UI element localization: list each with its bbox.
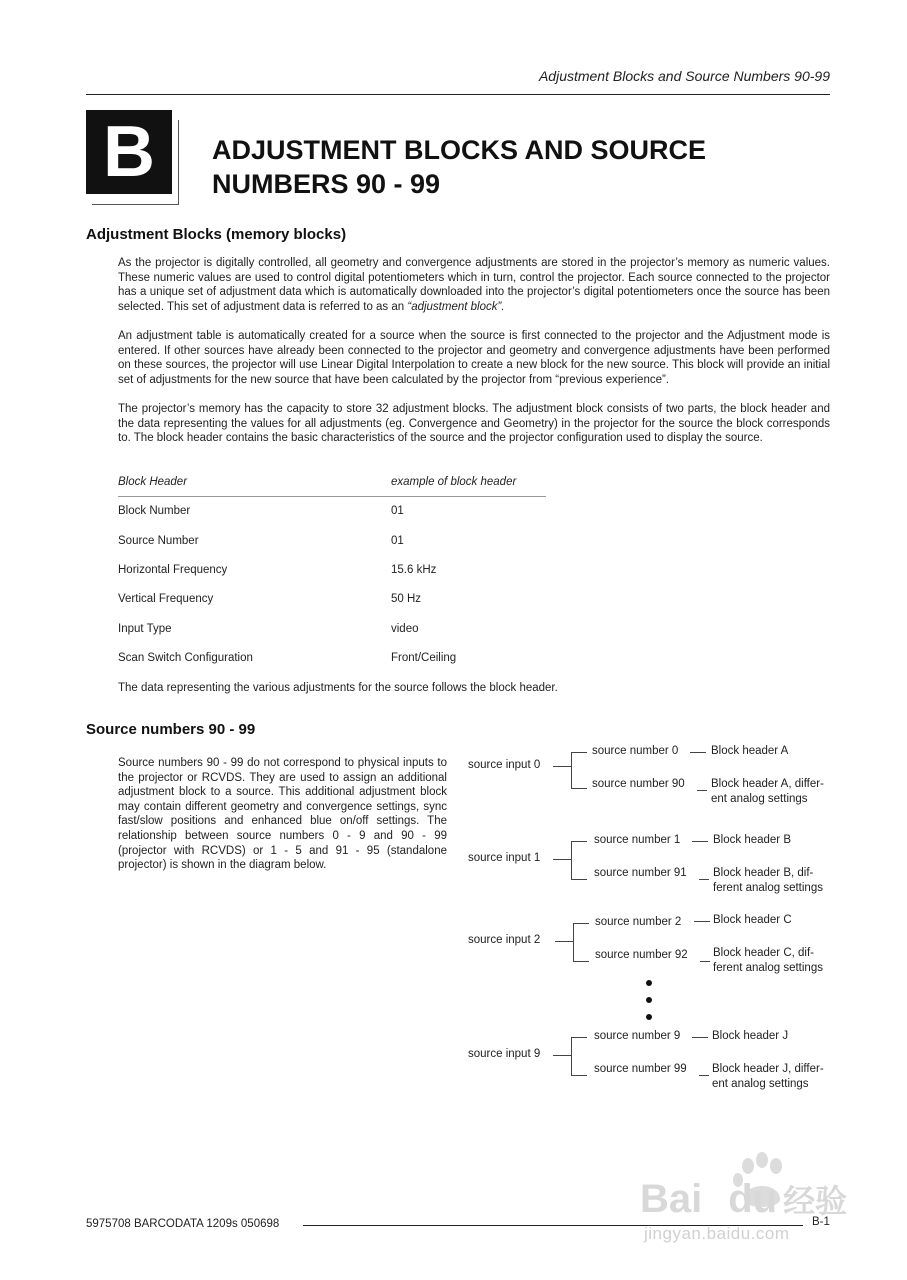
diagram-connector (571, 841, 572, 879)
table-row-label: Block Number (118, 505, 191, 517)
watermark-brand-du: du (728, 1177, 778, 1221)
table-header-example: example of block header (391, 476, 517, 488)
paragraph-2: An adjustment table is automatically created for a source when the source is first connected to the projector and the Adjustment mode is entered. If other sources have already been connected to the projector and geometry and convergence adjustments have been performed on these sources, the projector will use Linear Digital Interpolation to create a new block for the new source. This block will provide an initial set of adjustments for the new source that have been calculated by the projector from “previous experience”. (118, 330, 830, 386)
diagram-block-header-line-2: ent analog settings (712, 1078, 809, 1090)
diagram-source-number: source number 92 (595, 949, 688, 961)
diagram-block-header-line-2: ferent analog settings (713, 882, 823, 894)
diagram-source-input: source input 0 (468, 759, 541, 771)
watermark-cn: 经验 (783, 1183, 848, 1219)
baidu-watermark (640, 1150, 870, 1250)
diagram-source-input: source input 1 (468, 852, 541, 864)
diagram-connector (573, 923, 574, 961)
diagram-source-number: source number 1 (594, 834, 681, 846)
diagram-connector (571, 788, 587, 789)
diagram-connector (571, 841, 587, 842)
diagram-connector (571, 1037, 587, 1038)
diagram-block-header-line-1: Block header B, dif- (713, 867, 814, 879)
diagram-source-number: source number 2 (595, 916, 682, 928)
diagram-connector (553, 859, 571, 860)
diagram-connector (571, 1037, 572, 1075)
table-row-value: video (391, 623, 419, 635)
diagram-source-number: source number 9 (594, 1030, 681, 1042)
header-rule (86, 94, 830, 95)
watermark-brand: Bai (640, 1177, 703, 1221)
watermark-url: jingyan.baidu.com (644, 1224, 790, 1243)
source-numbers-description: Source numbers 90 - 99 do not correspond to physical inputs to the projector or RCVDS. They are used to assign an additional adjustment block to a source. This additional adjustment block may contain different geometry and convergence settings, sync fast/slow positions and enhanced blue on/off settings. The relationship between source numbers 0 - 9 and 90 - 99 (projector with RCVDS) or 1 - 5 and 91 - 95 (standalone projector) is shown in the diagram below. (118, 757, 447, 872)
table-row-value: 50 Hz (391, 593, 422, 605)
ellipsis-dot (646, 980, 652, 986)
ellipsis-dot (646, 1014, 652, 1020)
diagram-connector (571, 879, 587, 880)
paragraph-3: The projector’s memory has the capacity to store 32 adjustment blocks. The adjustment block consists of two parts, the block header and the data representing the values for all adjustments (eg. Convergence and Geometry) in the projector for the source the block corresponds to. The block header contains the basic characteristics of the source and the projector configuration used to display the source. (118, 403, 830, 445)
chapter-letter-box: B (86, 110, 172, 194)
diagram-connector (573, 923, 589, 924)
chapter-title-line-2: NUMBERS 90 - 99 (212, 169, 441, 199)
diagram-block-header-line-2: ent analog settings (711, 793, 808, 805)
chapter-title-line-1: ADJUSTMENT BLOCKS AND SOURCE (212, 135, 707, 165)
diagram-source-number: source number 90 (592, 778, 685, 790)
footer-document-code: 5975708 BARCODATA 1209s 050698 (86, 1218, 280, 1230)
diagram-block-header: Block header J (712, 1030, 789, 1042)
diagram-connector (571, 752, 587, 753)
table-row-label: Horizontal Frequency (118, 564, 228, 576)
diagram-connector (573, 961, 589, 962)
diagram-block-header-line-2: ferent analog settings (713, 962, 823, 974)
diagram-dash (699, 879, 709, 880)
diagram-block-header: Block header B (713, 834, 791, 846)
section-heading-adjustment-blocks: Adjustment Blocks (memory blocks) (86, 226, 347, 243)
running-header: Adjustment Blocks and Source Numbers 90-99 (538, 68, 830, 84)
diagram-dash (692, 1037, 708, 1038)
diagram-source-number: source number 91 (594, 867, 687, 879)
paragraph-1-text: As the projector is digitally controlled, all geometry and convergence adjustments are stored in the projector’s memory as numeric values. These numeric values are used to control digital potentiometers which in turn, control the projector. Each source connected to the projector has a unique set of adjustment data which is automatically downloaded into the projector’s digital potentiometers once the source has been selected. This set of adjustment data is referred to as an (118, 257, 830, 313)
diagram-dash (697, 790, 707, 791)
table-header-rule (118, 496, 546, 497)
diagram-block-header: Block header A (711, 745, 789, 757)
diagram-dash (694, 921, 710, 922)
diagram-source-number: source number 0 (592, 745, 679, 757)
paragraph-1 (118, 256, 830, 314)
section-heading-source-numbers: Source numbers 90 - 99 (86, 721, 256, 738)
page-number: B-1 (812, 1216, 830, 1228)
table-row-value: Front/Ceiling (391, 652, 457, 664)
diagram-block-header-line-1: Block header J, differ- (712, 1063, 824, 1075)
paragraph-1-emphasis: “adjustment block”. (407, 300, 505, 313)
table-row-value: 15.6 kHz (391, 564, 437, 576)
diagram-source-number: source number 99 (594, 1063, 687, 1075)
diagram-dash (700, 961, 710, 962)
diagram-source-input: source input 9 (468, 1048, 541, 1060)
diagram-connector (571, 752, 572, 788)
table-row-label: Source Number (118, 535, 199, 547)
diagram-connector (555, 941, 573, 942)
table-row-label: Scan Switch Configuration (118, 652, 253, 664)
footer-rule (303, 1225, 803, 1226)
table-header-block-header: Block Header (118, 476, 188, 488)
ellipsis-dot (646, 997, 652, 1003)
chapter-title (212, 133, 706, 201)
diagram-block-header: Block header C (713, 914, 792, 926)
diagram-source-input: source input 2 (468, 934, 541, 946)
diagram-connector (553, 1055, 571, 1056)
table-row-label: Vertical Frequency (118, 593, 214, 605)
diagram-block-header-line-1: Block header A, differ- (711, 778, 824, 790)
diagram-dash (690, 752, 706, 753)
diagram-connector (571, 1075, 587, 1076)
table-row-value: 01 (391, 535, 404, 547)
diagram-dash (699, 1075, 709, 1076)
table-row-label: Input Type (118, 623, 172, 635)
diagram-block-header-line-1: Block header C, dif- (713, 947, 814, 959)
table-row-value: 01 (391, 505, 404, 517)
diagram-dash (692, 841, 708, 842)
after-table-text: The data representing the various adjustments for the source follows the block header. (118, 682, 558, 694)
diagram-connector (553, 766, 571, 767)
